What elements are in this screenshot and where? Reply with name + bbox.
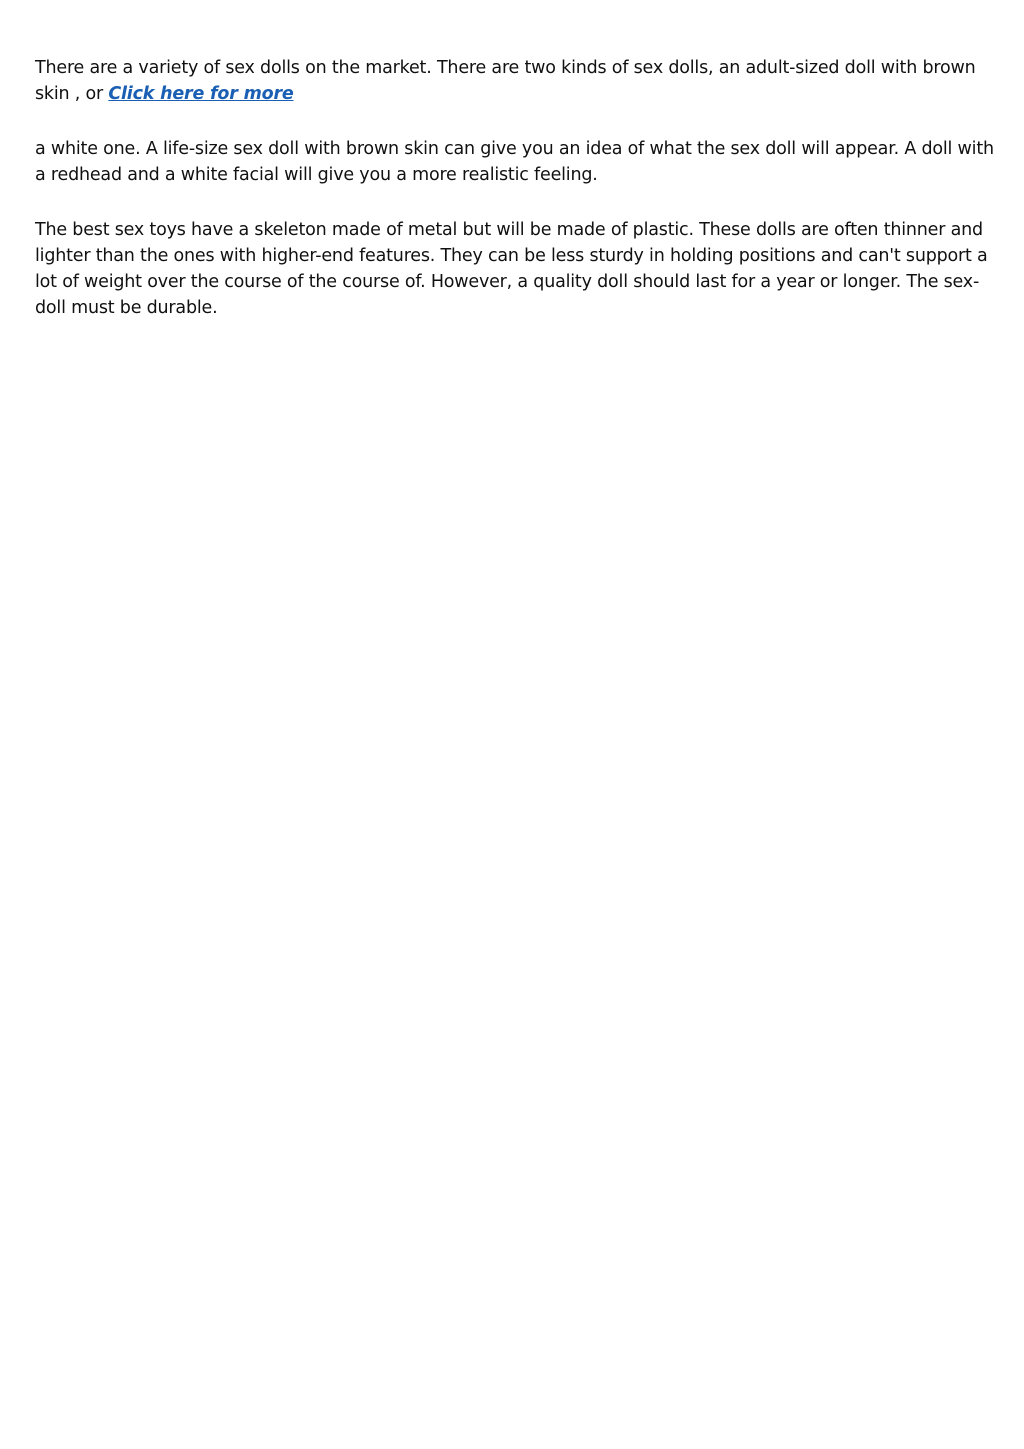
click-here-link[interactable]: Click here for more — [108, 84, 294, 104]
paragraph-intro-text: There are a variety of sex dolls on the market. There are two kinds of sex dolls, an adult-sized doll with brown skin , or — [35, 58, 976, 104]
paragraph-skin-tone: a white one. A life-size sex doll with brown skin can give you an idea of what the sex doll will appear. A doll with a redhead and a white facial will give you a more realistic feeling. — [35, 139, 994, 185]
paragraph-intro — [35, 55, 995, 107]
document-body — [35, 55, 995, 350]
paragraph-skeleton: The best sex toys have a skeleton made of metal but will be made of plastic. These dolls are often thinner and lighter than the ones with higher-end features. They can be less sturdy in holding positions and can't support a lot of weight over the course of the course of. However, a quality doll should last for a year or longer. The sex-doll must be durable. — [35, 220, 988, 318]
